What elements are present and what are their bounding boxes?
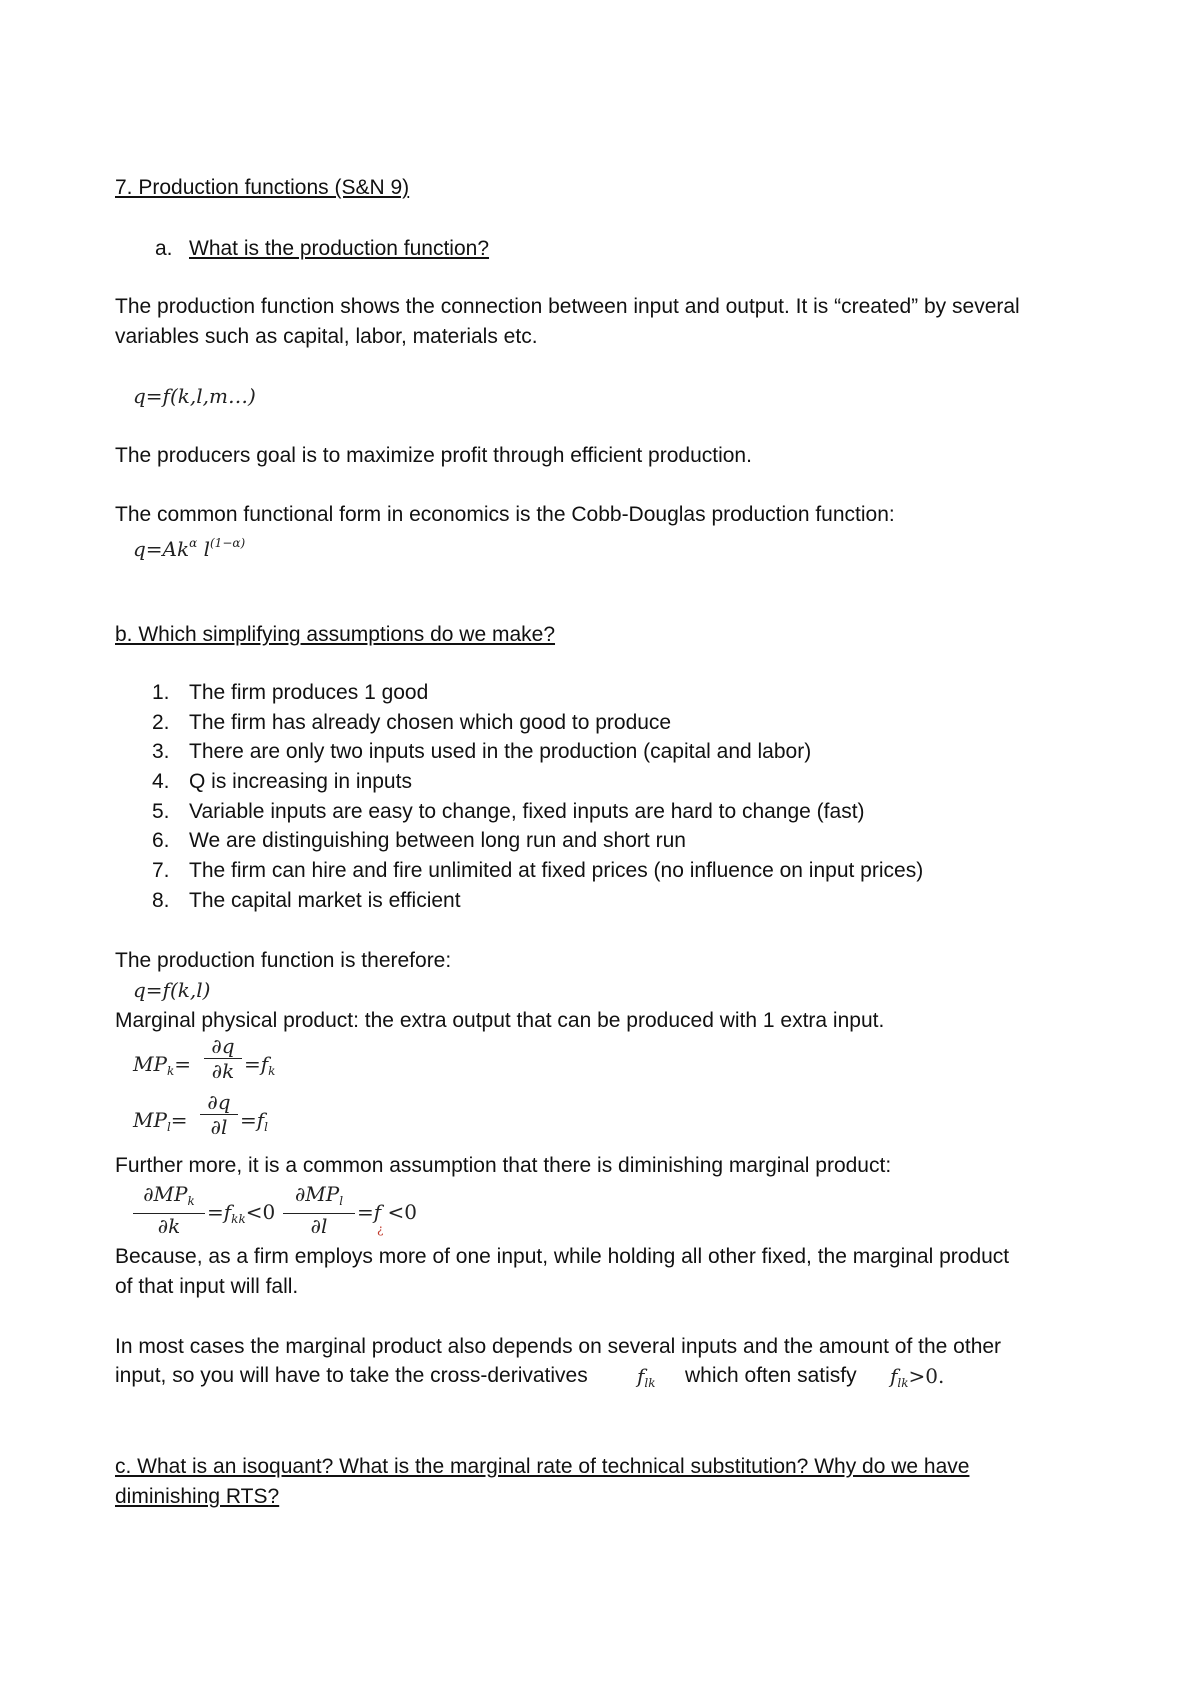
further-text: Further more, it is a common assumption that there is diminishing marginal product: — [115, 1154, 892, 1177]
part-c-heading-line2: diminishing RTS? — [115, 1485, 280, 1508]
mpl-lhs: $MP_l=$ — [133, 1108, 188, 1134]
dmp-k-denominator: ∂k — [157, 1214, 181, 1238]
list-item-number: 3. — [152, 740, 170, 763]
most-cases-line2b: which often satisfy — [685, 1364, 857, 1387]
list-item-number: 4. — [152, 770, 170, 793]
list-item-number: 7. — [152, 859, 170, 882]
part-a-heading: What is the production function? — [189, 237, 490, 260]
dmp-k-rhs — [207, 1200, 275, 1226]
most-cases-line1: In most cases the marginal product also depends on several inputs and the amount of the other — [115, 1335, 1002, 1358]
mpl-rhs-subscript: l — [264, 1120, 269, 1134]
mpl-rhs — [240, 1108, 268, 1134]
list-item: The firm produces 1 good — [189, 681, 429, 704]
mpk-rhs-f: =f — [244, 1052, 269, 1076]
part-a-para1-line2: variables such as capital, labor, materials etc. — [115, 325, 538, 348]
part-b-heading: b. Which simplifying assumptions do we make? — [115, 623, 556, 646]
section-title: 7. Production functions (S&N 9) — [115, 176, 410, 199]
part-a-para3: The common functional form in economics is the Cobb-Douglas production function: — [115, 503, 895, 526]
dmp-error-mark: ¿ — [377, 1222, 384, 1236]
mpk-rhs — [244, 1052, 275, 1078]
dmp-l-num-text: ∂MP — [294, 1182, 340, 1206]
list-item-number: 8. — [152, 889, 170, 912]
mpl-denominator: ∂l — [210, 1115, 228, 1139]
dmp-l-rhs-f: =f — [357, 1200, 382, 1224]
list-item: The firm has already chosen which good to produce — [189, 711, 672, 734]
marginal-product-definition: Marginal physical product: the extra output that can be produced with 1 extra input. — [115, 1009, 885, 1032]
cross-derivative2-f: f — [890, 1364, 898, 1388]
list-item: We are distinguishing between long run and short run — [189, 829, 686, 852]
most-cases-line2a: input, so you will have to take the cross-derivatives — [115, 1364, 588, 1387]
mpk-numerator: ∂q — [211, 1034, 235, 1058]
cross-derivative — [637, 1364, 656, 1390]
mpk-lhs: $MP_k=$ — [133, 1052, 191, 1078]
dmp-l-numerator — [283, 1182, 355, 1213]
mpl-label: MP — [133, 1108, 167, 1132]
dmp-k-numerator — [133, 1182, 205, 1213]
list-item-number: 1. — [152, 681, 170, 704]
mpk-rhs-subscript: k — [268, 1064, 276, 1078]
cross-derivative-positive — [890, 1364, 944, 1390]
dmp-l-num-subscript: l — [339, 1194, 344, 1208]
mpk-denominator: ∂k — [211, 1059, 235, 1083]
part-c-heading-line1: c. What is an isoquant? What is the marginal rate of technical substitution? Why do we have — [115, 1455, 970, 1478]
list-item-number: 5. — [152, 800, 170, 823]
dmp-l-fraction — [283, 1182, 355, 1238]
part-a-para1-line1: The production function shows the connection between input and output. It is “created” by several — [115, 295, 1020, 318]
part-a-marker: a. — [155, 237, 173, 260]
production-function-formula: q=f(k,l,m…) — [133, 384, 256, 408]
dmp-k-rhs-subscript: kk — [231, 1212, 246, 1226]
mpl-numerator: ∂q — [207, 1090, 231, 1114]
list-item: There are only two inputs used in the production (capital and labor) — [189, 740, 812, 763]
dmp-k-rhs-f: =f — [207, 1200, 232, 1224]
dmp-l-rhs — [357, 1200, 417, 1224]
cross-derivative-f: f — [637, 1364, 645, 1388]
dmp-k-num-text: ∂MP — [143, 1182, 188, 1206]
mpl-rhs-f: =f — [240, 1108, 265, 1132]
cobb-douglas-exponent: (1−α) — [210, 536, 246, 550]
dmp-k-num-subscript: k — [187, 1194, 195, 1208]
cobb-douglas-formula — [133, 536, 245, 561]
dmp-k-less-than-zero: <0 — [245, 1200, 276, 1224]
list-item: The capital market is efficient — [189, 889, 461, 912]
mpk-subscript: k — [166, 1064, 175, 1078]
dmp-l-less-than-zero: <0 — [381, 1200, 418, 1224]
mpk-label: MP — [133, 1052, 167, 1076]
cobb-douglas-l: l — [203, 537, 210, 561]
cross-derivative2-gt-zero: >0. — [908, 1364, 945, 1388]
list-item-number: 2. — [152, 711, 170, 734]
cross-derivative2-subscript: lk — [897, 1376, 909, 1390]
because-line1: Because, as a firm employs more of one input, while holding all other fixed, the marginal product — [115, 1245, 1010, 1268]
because-line2: of that input will fall. — [115, 1275, 299, 1298]
cobb-douglas-alpha: α — [189, 536, 198, 550]
list-item-number: 6. — [152, 829, 170, 852]
list-item: The firm can hire and fire unlimited at fixed prices (no influence on input prices) — [189, 859, 924, 882]
list-item: Q is increasing in inputs — [189, 770, 412, 793]
dmp-l-denominator: ∂l — [310, 1214, 328, 1238]
cross-derivative-subscript: lk — [644, 1376, 656, 1390]
therefore-text: The production function is therefore: — [115, 949, 452, 972]
mpk-fraction — [204, 1034, 242, 1083]
production-function-kl-formula: q=f(k,l) — [133, 978, 211, 1002]
part-a-para2: The producers goal is to maximize profit through efficient production. — [115, 444, 752, 467]
list-item: Variable inputs are easy to change, fixed inputs are hard to change (fast) — [189, 800, 865, 823]
mpl-fraction — [200, 1090, 238, 1139]
mpl-subscript: l — [166, 1120, 171, 1134]
dmp-k-fraction — [133, 1182, 205, 1238]
cobb-douglas-base: q=Ak — [133, 537, 190, 561]
